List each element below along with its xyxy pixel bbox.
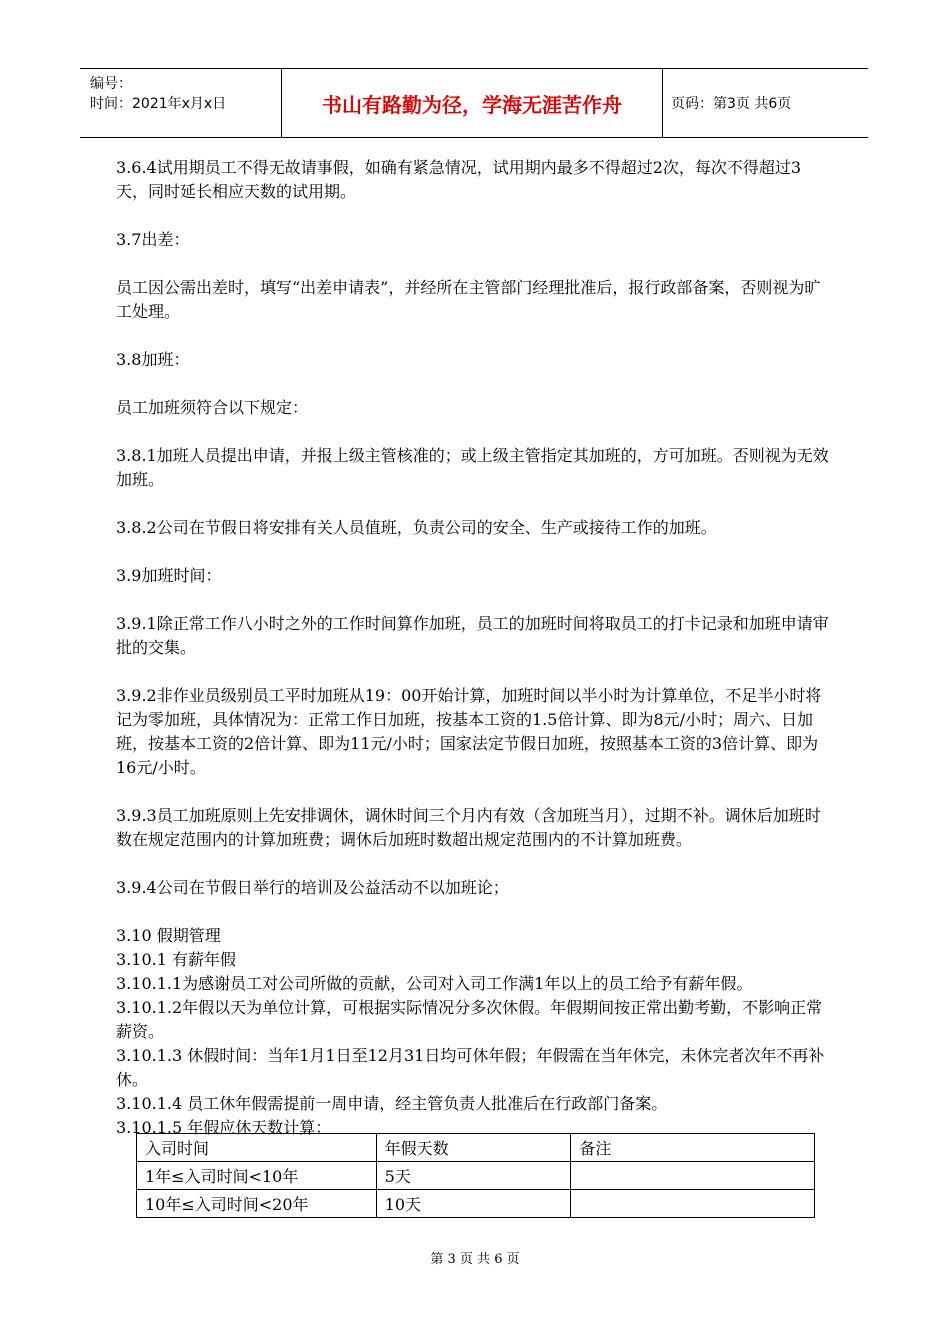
paragraph: 3.8.1加班人员提出申请，并报上级主管核准的；或上级主管指定其加班的，方可加班。否则视为无效加班。	[116, 446, 829, 489]
leave-management-section	[116, 924, 832, 1140]
document-time-label: 时间：2021年x月x日	[90, 96, 227, 112]
paragraph: 3.10.1.2年假以天为单位计算，可根据实际情况分多次休假。年假期间按正常出勤考勤，不影响正常薪资。	[116, 998, 823, 1041]
document-body	[116, 156, 832, 1140]
paragraph: 3.9.3员工加班原则上先安排调休，调休时间三个月内有效（含加班当月），过期不补。调休后加班时数在规定范围内的计算加班费；调休后加班时数超出规定范围内的不计算加班费。	[116, 806, 821, 849]
paragraph: 3.8.2公司在节假日将安排有关人员值班，负责公司的安全、生产或接待工作的加班。	[116, 518, 717, 537]
paragraph: 3.10.1.1为感谢员工对公司所做的贡献，公司对入司工作满1年以上的员工给予有薪年假。	[116, 974, 753, 993]
section-heading: 3.7出差：	[116, 230, 190, 249]
paragraph: 3.10.1.3 休假时间：当年1月1日至12月31日均可休年假；年假需在当年休完，未休完者次年不再补休。	[116, 1046, 825, 1089]
subsection-heading: 3.10.1 有薪年假	[116, 950, 236, 969]
table-cell	[571, 1162, 815, 1190]
header-info-cell	[80, 69, 282, 137]
section-heading: 3.10 假期管理	[116, 926, 221, 945]
section-heading: 3.8加班：	[116, 350, 190, 369]
document-number-label: 编号：	[90, 76, 132, 92]
page-header	[80, 68, 868, 138]
table-header-cell: 入司时间	[137, 1134, 377, 1162]
paragraph: 员工因公需出差时，填写“出差申请表”，并经所在主管部门经理批准后，报行政部备案，否则视为旷工处理。	[116, 278, 821, 321]
table-header-row	[137, 1134, 815, 1162]
table-cell: 10天	[376, 1190, 571, 1218]
table-cell: 10年≤入司时间<20年	[137, 1190, 377, 1218]
table-cell: 5天	[376, 1162, 571, 1190]
header-motto: 书山有路勤为径，学海无涯苦作舟	[282, 69, 663, 137]
table-header-cell: 年假天数	[376, 1134, 571, 1162]
table-cell	[571, 1190, 815, 1218]
table-cell: 1年≤入司时间<10年	[137, 1162, 377, 1190]
paragraph: 3.9.1除正常工作八小时之外的工作时间算作加班，员工的加班时间将取员工的打卡记录和加班申请审批的交集。	[116, 614, 829, 657]
paragraph: 3.9.2非作业员级别员工平时加班从19：00开始计算，加班时间以半小时为计算单位，不足半小时将记为零加班，具体情况为：正常工作日加班，按基本工资的1.5倍计算、即为8元/小时；周六、日加班，按基本工资的2倍计算、即为11元/小时；国家法定节假日加班，按照基本工资的3倍计算、即为16元/小时。	[116, 686, 822, 777]
paragraph: 员工加班须符合以下规定：	[116, 398, 309, 417]
paragraph: 3.10.1.5 年假应休天数计算：	[116, 1118, 332, 1137]
page-footer: 第 3 页 共 6 页	[430, 1252, 520, 1267]
table-row	[137, 1190, 815, 1218]
paragraph: 3.6.4试用期员工不得无故请事假，如确有紧急情况，试用期内最多不得超过2次，每次不得超过3天，同时延长相应天数的试用期。	[116, 158, 802, 201]
section-heading: 3.9加班时间：	[116, 566, 222, 585]
annual-leave-table	[136, 1133, 815, 1218]
table-row	[137, 1162, 815, 1190]
header-page-info: 页码：第3页 共6页	[671, 96, 792, 112]
table-header-cell: 备注	[571, 1134, 815, 1162]
paragraph: 3.10.1.4 员工休年假需提前一周申请，经主管负责人批准后在行政部门备案。	[116, 1094, 668, 1113]
paragraph: 3.9.4公司在节假日举行的培训及公益活动不以加班论；	[116, 878, 509, 897]
